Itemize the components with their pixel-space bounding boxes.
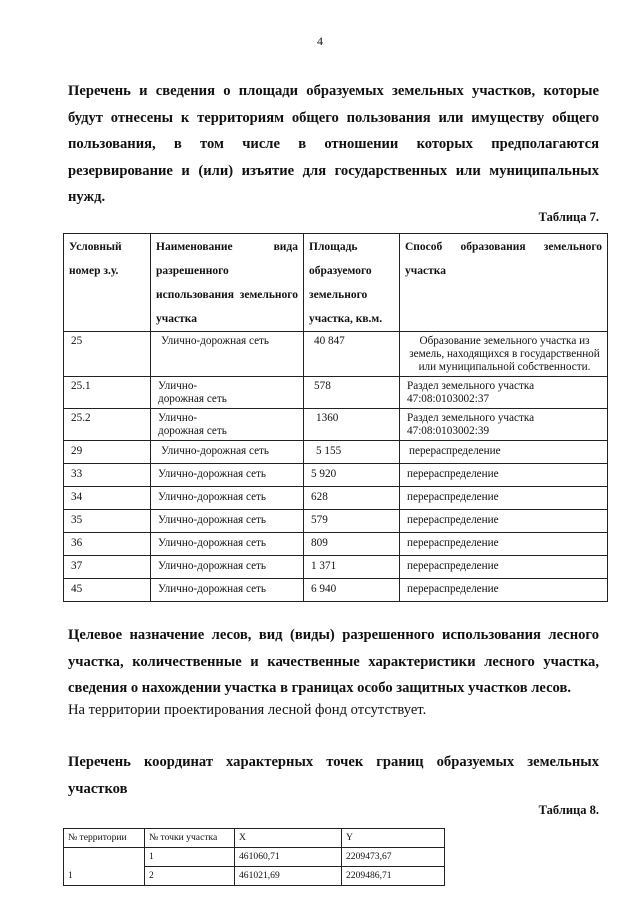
cell-method: перераспределение — [400, 464, 608, 487]
column-header-x: X — [235, 829, 342, 848]
table-row — [64, 332, 608, 377]
cell-x: 461021,69 — [235, 867, 342, 886]
cell-method: перераспределение — [400, 579, 608, 602]
cell-use-type: Улично-дорожная сеть — [151, 332, 304, 377]
cell-point: 2 — [145, 867, 235, 886]
table-8-caption: Таблица 8. — [538, 803, 599, 817]
section-heading-coordinates: Перечень координат характерных точек границ образуемых земельных участков — [68, 754, 599, 797]
cell-number: 34 — [64, 487, 151, 510]
cell-x: 461060,71 — [235, 848, 342, 867]
column-header-point: № точки участка — [145, 829, 235, 848]
cell-number: 25.2 — [64, 409, 151, 441]
land-plots-table — [63, 233, 608, 602]
table-header-row — [64, 234, 608, 332]
table-header-row — [64, 829, 445, 848]
column-header-y: Y — [342, 829, 445, 848]
table-row — [64, 409, 608, 441]
cell-use-type: Улично-дорожная сеть — [151, 556, 304, 579]
cell-number: 36 — [64, 533, 151, 556]
cell-method: перераспределение — [400, 441, 608, 464]
cell-use-type: Улично-дорожная сеть — [151, 409, 304, 441]
column-header-use-type: Наименование вида разрешенного использования земельного участка — [151, 234, 304, 332]
table-row — [64, 510, 608, 533]
table-row — [64, 464, 608, 487]
table-row — [64, 487, 608, 510]
table-row — [64, 556, 608, 579]
cell-y: 2209486,71 — [342, 867, 445, 886]
column-header-territory: № территории — [64, 829, 145, 848]
cell-number: 25.1 — [64, 377, 151, 409]
cell-use-type: Улично-дорожная сеть — [151, 510, 304, 533]
cell-use-type: Улично-дорожная сеть — [151, 464, 304, 487]
cell-number: 25 — [64, 332, 151, 377]
table-row — [64, 533, 608, 556]
cell-area: 5 155 — [304, 441, 400, 464]
cell-use-type: Улично-дорожная сеть — [151, 487, 304, 510]
cell-method: Раздел земельного участка 47:08:0103002:37 — [400, 377, 608, 409]
cell-method: перераспределение — [400, 510, 608, 533]
column-header-number: Условный номер з.у. — [64, 234, 151, 332]
cell-area: 1 371 — [304, 556, 400, 579]
section-heading-forest: Целевое назначение лесов, вид (виды) разрешенного использования лесного участка, количественные и качественные характеристики лесного участка, сведения о нахождении участка в границах особо защитных участков лесов. — [68, 627, 599, 696]
cell-method: перераспределение — [400, 556, 608, 579]
forest-fund-note: На территории проектирования лесной фонд отсутствует. — [68, 702, 427, 718]
cell-use-type: Улично-дорожная сеть — [151, 579, 304, 602]
cell-y: 2209473,67 — [342, 848, 445, 867]
cell-method: перераспределение — [400, 533, 608, 556]
cell-area: 40 847 — [304, 332, 400, 377]
table-7-caption: Таблица 7. — [538, 210, 599, 224]
cell-number: 35 — [64, 510, 151, 533]
cell-area: 578 — [304, 377, 400, 409]
cell-use-type: Улично-дорожная сеть — [151, 377, 304, 409]
cell-area: 6 940 — [304, 579, 400, 602]
page-number: 4 — [317, 34, 323, 48]
cell-method: Раздел земельного участка 47:08:0103002:39 — [400, 409, 608, 441]
table-row — [64, 377, 608, 409]
cell-area: 5 920 — [304, 464, 400, 487]
coordinates-table — [63, 828, 445, 886]
cell-area: 628 — [304, 487, 400, 510]
section-heading-land-plots: Перечень и сведения о площади образуемых земельных участков, которые будут отнесены к территориям общего пользования или имуществу общего пользования, в том числе в отношении которых предполагаются резервирование и (или) изъятие для государственных или муниципальных нужд. — [68, 83, 599, 205]
cell-use-type: Улично-дорожная сеть — [151, 533, 304, 556]
cell-method: перераспределение — [400, 487, 608, 510]
cell-method: Образование земельного участка из земель, находящихся в государственной или муниципальной собственности. — [400, 332, 608, 377]
table-row — [64, 848, 445, 867]
cell-number: 33 — [64, 464, 151, 487]
cell-number: 45 — [64, 579, 151, 602]
cell-area: 809 — [304, 533, 400, 556]
cell-use-type: Улично-дорожная сеть — [151, 441, 304, 464]
column-header-area: Площадь образуемого земельного участка, кв.м. — [304, 234, 400, 332]
cell-point: 1 — [145, 848, 235, 867]
cell-area: 579 — [304, 510, 400, 533]
cell-territory: 1 — [64, 848, 145, 886]
table-row — [64, 441, 608, 464]
cell-area: 1360 — [304, 409, 400, 441]
column-header-method: Способ образования земельного участка — [400, 234, 608, 332]
table-row — [64, 579, 608, 602]
cell-number: 29 — [64, 441, 151, 464]
cell-number: 37 — [64, 556, 151, 579]
